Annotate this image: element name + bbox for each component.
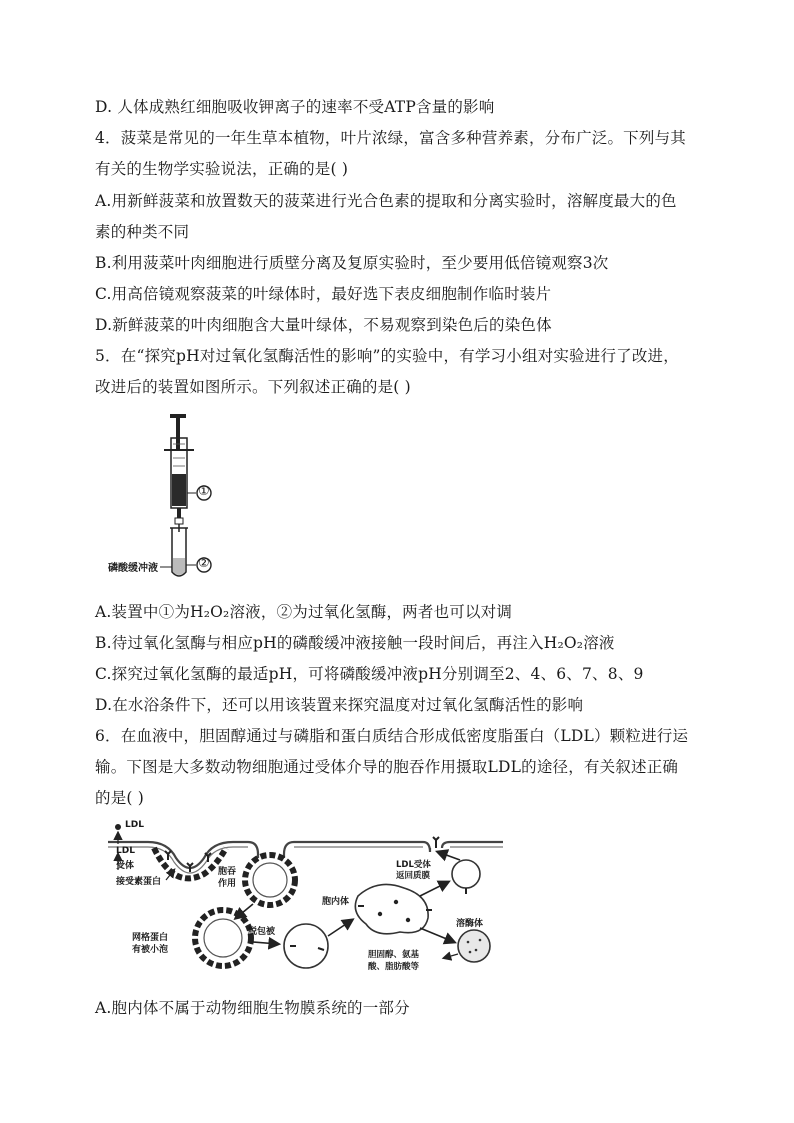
q5-option-a: A.装置中①为H₂O₂溶液，②为过氧化氢酶，两者也可以对调 — [95, 603, 513, 621]
q4-option-c: C.用高倍镜观察菠菜的叶绿体时，最好选下表皮细胞制作临时装片 — [95, 285, 552, 303]
label-products-1: 胆固醇、氨基 — [368, 950, 420, 960]
q4-option-d: D.新鲜菠菜的叶肉细胞含大量叶绿体，不易观察到染色后的染色体 — [95, 316, 552, 334]
syringe-label-2: ② — [198, 556, 210, 571]
q6-stem-line1: 6．在血液中，胆固醇通过与磷脂和蛋白质结合形成低密度脂蛋白（LDL）颗粒进行运 — [95, 727, 689, 745]
q4-stem-line2: 有关的生物学实验说法，正确的是( ) — [95, 160, 349, 178]
q5-option-d: D.在水浴条件下，还可以用该装置来探究温度对过氧化氢酶活性的影响 — [95, 696, 584, 714]
q5-option-c: C.探究过氧化氢酶的最适pH，可将磷酸缓冲液pH分别调至2、4、6、7、8、9 — [95, 665, 644, 683]
buffer-label: 磷酸缓冲液 — [108, 563, 158, 574]
label-ldl-receptor-2: 受体 — [116, 861, 135, 871]
q3-option-d: D. 人体成熟红细胞吸收钾离子的速率不受ATP含量的影响 — [95, 98, 495, 116]
label-uncoat: 脱包被 — [248, 927, 276, 937]
q6-option-a: A.胞内体不属于动物细胞生物膜系统的一部分 — [95, 999, 410, 1017]
label-adapter-protein: 接受素蛋白 — [116, 877, 162, 887]
q5-option-b: B.待过氧化氢酶与相应pH的磷酸缓冲液接触一段时间后，再注入H₂O₂溶液 — [95, 634, 615, 652]
label-receptor-return-2: 返回质膜 — [396, 871, 431, 881]
label-lysosome: 溶酶体 — [456, 919, 484, 929]
q6-stem-line3: 的是( ) — [95, 789, 145, 807]
syringe-label-1: ① — [198, 484, 210, 499]
q5-stem-line1: 5．在“探究pH对过氧化氢酶活性的影响”的实验中，有学习小组对实验进行了改进， — [95, 347, 679, 365]
label-endocytosis-1: 胞吞 — [218, 867, 237, 877]
label-clathrin-vesicle-1: 网格蛋白 — [132, 933, 169, 943]
label-endocytosis-2: 作用 — [218, 879, 237, 889]
q5-stem-line2: 改进后的装置如图所示。下列叙述正确的是( ) — [95, 378, 411, 396]
q4-option-b: B.利用菠菜叶肉细胞进行质壁分离及复原实验时，至少要用低倍镜观察3次 — [95, 254, 609, 272]
label-clathrin-vesicle-2: 有被小泡 — [132, 945, 169, 955]
syringe-figure — [100, 410, 230, 585]
ldl-endocytosis-figure — [108, 818, 508, 986]
q4-option-a-line2: 素的种类不同 — [95, 223, 190, 241]
label-receptor-return-1: LDL受体 — [396, 860, 431, 870]
q6-stem-line2: 输。下图是大多数动物细胞通过受体介导的胞吞作用摄取LDL的途径，有关叙述正确 — [95, 758, 679, 776]
label-products-2: 酸、脂肪酸等 — [368, 962, 420, 972]
label-endosome: 胞内体 — [322, 897, 350, 907]
label-ldl-receptor-1: LDL — [116, 846, 135, 856]
q4-stem-line1: 4．菠菜是常见的一年生草本植物，叶片浓绿，富含多种营养素，分布广泛。下列与其 — [95, 129, 686, 147]
q4-option-a-line1: A.用新鲜菠菜和放置数天的菠菜进行光合色素的提取和分离实验时，溶解度最大的色 — [95, 192, 677, 210]
label-ldl: LDL — [125, 820, 144, 830]
